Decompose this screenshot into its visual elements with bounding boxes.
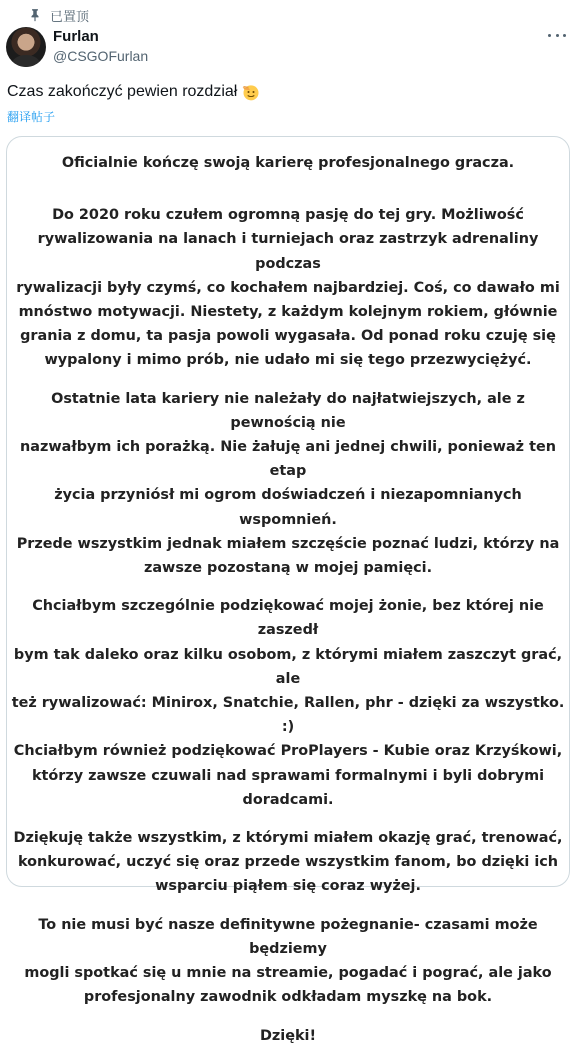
- text-line: grania z domu, ta pasja powoli wygasała. Od ponad roku czuję się: [20, 328, 556, 345]
- text-line: Chciałbym również podziękować ProPlayers - Kubie oraz Krzyśkowi,: [13, 743, 563, 760]
- translate-post-link[interactable]: 翻译帖子: [7, 110, 56, 124]
- more-options-button[interactable]: [548, 30, 566, 40]
- pinned-label: 已置顶: [50, 8, 90, 24]
- text-line: też rywalizować: Minirox, Snatchie, Rallen, phr - dzięki za wszystko. :): [11, 695, 565, 736]
- tweet-text: [7, 82, 261, 102]
- text-line: mogli spotkać się u mnie na streamie, pogadać i pograć, ale jako: [24, 965, 552, 982]
- more-dot: [563, 34, 566, 37]
- announcement-document: [7, 151, 569, 1048]
- paragraph: [7, 826, 569, 899]
- more-dot: [556, 34, 559, 37]
- text-line: Do 2020 roku czułem ogromną pasję do tej gry. Możliwość: [52, 207, 524, 224]
- image-card[interactable]: [6, 136, 570, 1044]
- text-line: rywalizacji były czymś, co kochałem najbardziej. Coś, co dawało mi: [16, 279, 560, 296]
- text-line: Dzięki!: [259, 1027, 317, 1044]
- text-line: Dziękuję także wszystkim, z którymi miałem okazję grać, trenować,: [13, 830, 563, 847]
- author-name[interactable]: Furlan: [53, 28, 99, 45]
- text-line: profesjonalny zawodnik odkładam myszkę na bok.: [83, 989, 493, 1006]
- text-line: konkurować, uczyć się oraz przede wszystkim fanom, bo dzięki ich: [17, 854, 559, 871]
- avatar[interactable]: [6, 27, 46, 67]
- text-line: To nie musi być nasze definitywne pożegnanie- czasami może będziemy: [38, 916, 538, 957]
- text-line: zawsze pozostaną w mojej pamięci.: [143, 560, 433, 577]
- more-dot: [548, 34, 551, 37]
- text-line: nazwałbym ich porażką. Nie żałuję ani jednej chwili, ponieważ ten etap: [20, 439, 556, 480]
- tweet-text-content: Czas zakończyć pewien rozdział: [7, 83, 238, 100]
- pin-icon: [28, 8, 42, 22]
- text-line: wsparciu piąłem się coraz wyżej.: [155, 878, 421, 895]
- saluting-face-emoji-icon: [241, 82, 261, 102]
- text-line: bym tak daleko oraz kilku osobom, z którymi miałem zaszczyt grać, ale: [13, 646, 563, 687]
- text-line: Ostatnie lata kariery nie należały do najłatwiejszych, ale z pewnością nie: [51, 390, 525, 431]
- paragraph: [7, 387, 569, 581]
- document-title: Oficialnie kończę swoją karierę profesjonalnego gracza.: [61, 155, 515, 171]
- author-handle[interactable]: @CSGOFurlan: [53, 48, 149, 64]
- text-line: doradcami.: [242, 791, 334, 808]
- paragraph: [7, 1024, 569, 1048]
- pinned-indicator: [28, 6, 89, 24]
- text-line: rywalizowania na lanach i turniejach oraz zastrzyk adrenaliny podczas: [37, 231, 539, 272]
- text-line: mnóstwo motywacji. Niestety, z każdym kolejnym rokiem, głównie: [18, 304, 558, 321]
- text-line: życia przyniósł mi ogrom doświadczeń i niezapomnianych wspomnień.: [54, 487, 522, 528]
- text-line: Przede wszystkim jednak miałem szczęście poznać ludzi, którzy na: [16, 535, 560, 552]
- text-line: Chciałbym szczególnie podziękować mojej żonie, bez której nie zaszedł: [32, 598, 544, 639]
- paragraph: [7, 203, 569, 372]
- paragraph: [7, 913, 569, 1010]
- paragraph: [7, 594, 569, 812]
- text-line: którzy zawsze czuwali nad sprawami formalnymi i byli dobrymi: [31, 767, 545, 784]
- text-line: wypalony i mimo prób, nie udało mi się tego przezwyciężyć.: [44, 352, 532, 369]
